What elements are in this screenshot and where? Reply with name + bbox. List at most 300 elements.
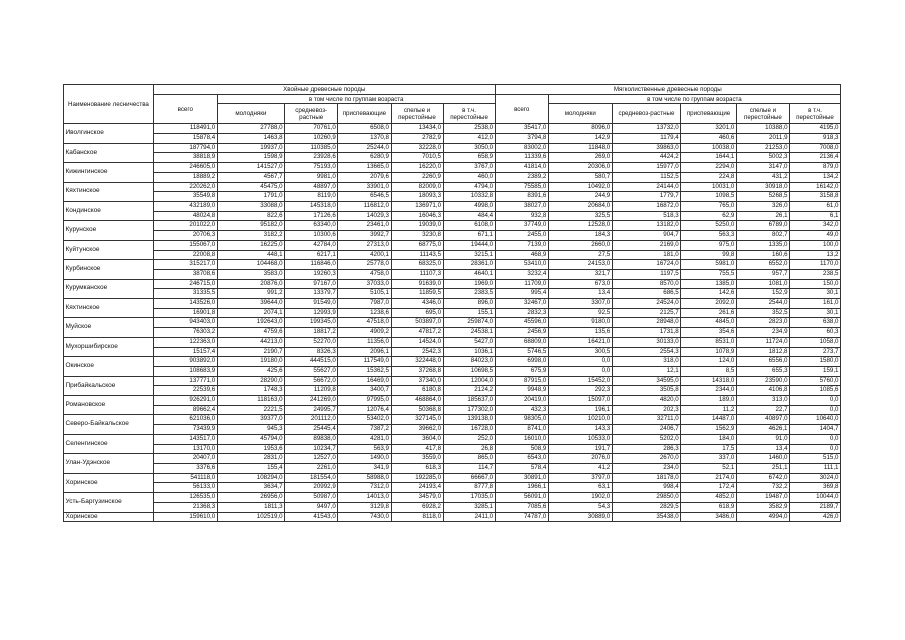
table-cell: 2544,0: [736, 299, 789, 309]
table-cell: 24538,1: [443, 328, 495, 338]
table-cell: 91549,0: [285, 299, 338, 309]
table-cell: 13434,0: [391, 124, 443, 134]
table-cell: 10640,0: [790, 415, 841, 425]
table-cell: 6552,0: [736, 260, 789, 270]
table-cell: 1731,8: [612, 328, 681, 338]
forestry-name: Кондинское: [64, 202, 154, 221]
table-row: [64, 299, 841, 309]
table-cell: 2389,2: [495, 172, 548, 182]
table-cell: 926291,0: [153, 396, 217, 406]
table-cell: 444515,0: [285, 357, 338, 367]
table-cell: 17035,0: [443, 493, 495, 503]
table-cell: 286,3: [612, 444, 681, 454]
table-cell: 1170,0: [790, 260, 841, 270]
table-cell: 45794,0: [217, 434, 284, 444]
table-cell: 22008,8: [153, 250, 217, 260]
table-cell: 2831,0: [217, 454, 284, 464]
table-row: [64, 289, 841, 299]
header-deciduous-premature: приспевающие: [681, 104, 737, 124]
table-row: [64, 134, 841, 144]
table-cell: 9497,0: [285, 502, 338, 512]
table-cell: 3797,0: [548, 473, 612, 483]
table-cell: 0,0: [790, 396, 841, 406]
table-cell: 10038,0: [681, 143, 737, 153]
table-cell: 63,1: [548, 483, 612, 493]
table-cell: 10492,0: [548, 182, 612, 192]
table-cell: 11,2: [681, 405, 737, 415]
table-cell: 39644,0: [217, 299, 284, 309]
table-cell: 695,0: [391, 308, 443, 318]
table-cell: 27,5: [548, 250, 612, 260]
table-cell: 9981,0: [285, 172, 338, 182]
table-cell: 5250,0: [681, 221, 737, 231]
table-cell: 224,8: [681, 172, 737, 182]
table-cell: 998,4: [612, 483, 681, 493]
table-cell: 83002,0: [495, 143, 548, 153]
table-row: [64, 454, 841, 464]
table-cell: 184,0: [681, 434, 737, 444]
table-cell: 2406,7: [612, 425, 681, 435]
table-cell: 70761,0: [285, 124, 338, 134]
table-cell: 68809,0: [495, 337, 548, 347]
forestry-name: Прибайкальское: [64, 376, 154, 395]
table-cell: 37033,0: [338, 279, 391, 289]
table-cell: 13,2: [790, 250, 841, 260]
table-cell: 2096,1: [338, 347, 391, 357]
table-cell: 3604,0: [391, 434, 443, 444]
table-cell: 41,2: [548, 463, 612, 473]
table-cell: 1644,1: [681, 153, 737, 163]
table-cell: 3794,8: [495, 134, 548, 144]
table-cell: 4845,0: [681, 318, 737, 328]
table-cell: 6217,1: [285, 250, 338, 260]
table-cell: 34595,0: [612, 376, 681, 386]
table-cell: 104468,0: [217, 260, 284, 270]
table-cell: 14013,0: [338, 493, 391, 503]
table-cell: 11356,0: [338, 337, 391, 347]
table-row: [64, 124, 841, 134]
table-cell: 3024,0: [790, 473, 841, 483]
table-cell: 957,7: [736, 269, 789, 279]
table-cell: 17126,6: [285, 211, 338, 221]
table-cell: 74787,0: [495, 512, 548, 521]
table-cell: 1197,5: [612, 269, 681, 279]
table-cell: 6280,9: [338, 153, 391, 163]
table-cell: 192285,0: [391, 473, 443, 483]
table-cell: 19260,3: [285, 269, 338, 279]
table-cell: 152,9: [736, 289, 789, 299]
table-cell: 39662,0: [391, 425, 443, 435]
table-cell: 578,4: [495, 463, 548, 473]
table-cell: 9180,0: [548, 318, 612, 328]
table-cell: 56091,0: [495, 493, 548, 503]
table-cell: 2455,0: [495, 231, 548, 241]
table-cell: 47518,0: [338, 318, 391, 328]
table-cell: 11709,0: [495, 279, 548, 289]
table-cell: 1460,0: [736, 454, 789, 464]
table-cell: 3486,0: [681, 512, 737, 521]
table-cell: 7387,2: [338, 425, 391, 435]
table-cell: 201112,0: [285, 415, 338, 425]
table-cell: 1902,0: [548, 493, 612, 503]
table-cell: 30,1: [790, 289, 841, 299]
table-cell: 26,8: [443, 444, 495, 454]
table-cell: 13,4: [548, 289, 612, 299]
table-cell: 35549,8: [153, 192, 217, 202]
table-cell: 24153,0: [548, 260, 612, 270]
table-cell: 20407,0: [153, 454, 217, 464]
forestry-name: Хоринское: [64, 512, 154, 521]
table-cell: 68775,0: [391, 240, 443, 250]
table-cell: 187794,0: [153, 143, 217, 153]
table-cell: 432,3: [495, 405, 548, 415]
table-cell: 508,9: [495, 444, 548, 454]
table-cell: 468864,0: [391, 396, 443, 406]
table-cell: 2136,4: [790, 153, 841, 163]
table-cell: 2169,0: [612, 240, 681, 250]
table-cell: 3767,0: [443, 163, 495, 173]
table-cell: 14029,3: [338, 211, 391, 221]
table-cell: 0,0: [548, 357, 612, 367]
table-cell: 1463,8: [217, 134, 284, 144]
table-row: [64, 153, 841, 163]
table-cell: 318,0: [612, 357, 681, 367]
table-cell: 18093,3: [391, 192, 443, 202]
table-cell: 143526,0: [153, 299, 217, 309]
table-cell: 1779,7: [612, 192, 681, 202]
forestry-name: Селенгинское: [64, 434, 154, 453]
table-cell: 97167,0: [285, 279, 338, 289]
table-cell: 1966,1: [495, 483, 548, 493]
table-cell: 20306,0: [548, 163, 612, 173]
table-cell: 42784,0: [285, 240, 338, 250]
table-cell: 563,9: [338, 444, 391, 454]
table-cell: 354,6: [681, 328, 737, 338]
table-cell: 2079,6: [338, 172, 391, 182]
table-cell: 16220,0: [391, 163, 443, 173]
forestry-name: Иволгинское: [64, 124, 154, 143]
table-row: [64, 502, 841, 512]
table-cell: 2124,2: [443, 386, 495, 396]
table-cell: 39863,0: [612, 143, 681, 153]
table-cell: 7085,6: [495, 502, 548, 512]
table-row: [64, 415, 841, 425]
table-cell: 202,3: [612, 405, 681, 415]
table-cell: 25244,0: [338, 143, 391, 153]
table-cell: 484,4: [443, 211, 495, 221]
table-cell: 4758,0: [338, 269, 391, 279]
table-cell: 145318,0: [285, 202, 338, 212]
table-cell: 84023,0: [443, 357, 495, 367]
table-cell: 300,5: [548, 347, 612, 357]
table-cell: 11143,5: [391, 250, 443, 260]
header-conifer-mature: спелые и перестойные: [391, 104, 443, 124]
table-cell: 91,0: [736, 434, 789, 444]
table-cell: 425,6: [217, 366, 284, 376]
table-cell: 1953,6: [217, 444, 284, 454]
table-cell: 37340,0: [391, 376, 443, 386]
table-cell: 4424,2: [612, 153, 681, 163]
table-cell: 10234,7: [285, 444, 338, 454]
table-cell: 18178,0: [612, 473, 681, 483]
table-cell: 1370,8: [338, 134, 391, 144]
table-cell: 1812,8: [736, 347, 789, 357]
forestry-name: Курбинское: [64, 260, 154, 279]
table-cell: 191,7: [548, 444, 612, 454]
table-cell: 2670,0: [612, 454, 681, 464]
table-cell: 92,5: [548, 308, 612, 318]
table-cell: 184,3: [548, 231, 612, 241]
table-cell: 1598,9: [217, 153, 284, 163]
table-cell: 3992,7: [338, 231, 391, 241]
table-cell: 10332,8: [443, 192, 495, 202]
table-cell: 48897,0: [285, 182, 338, 192]
table-cell: 8,5: [681, 366, 737, 376]
table-cell: 6928,2: [391, 502, 443, 512]
table-cell: 38818,9: [153, 153, 217, 163]
table-cell: 160,6: [736, 250, 789, 260]
table-cell: 426,0: [790, 512, 841, 521]
table-cell: 20684,0: [548, 202, 612, 212]
table-cell: 241269,0: [285, 396, 338, 406]
table-cell: 2261,0: [285, 463, 338, 473]
table-cell: 139138,0: [443, 415, 495, 425]
table-cell: 234,0: [612, 463, 681, 473]
table-cell: 11209,8: [285, 386, 338, 396]
table-cell: 1335,0: [736, 240, 789, 250]
table-cell: 5105,1: [338, 289, 391, 299]
table-row: [64, 463, 841, 473]
header-deciduous-mature: спелые и перестойные: [736, 104, 789, 124]
table-cell: 199345,0: [285, 318, 338, 328]
table-row: [64, 279, 841, 289]
table-cell: 337,0: [681, 454, 737, 464]
table-cell: 621036,0: [153, 415, 217, 425]
table-cell: 273,7: [790, 347, 841, 357]
table-cell: 18889,2: [153, 172, 217, 182]
table-cell: 252,0: [443, 434, 495, 444]
table-cell: 23590,0: [736, 376, 789, 386]
table-cell: 259874,0: [443, 318, 495, 328]
table-cell: 2125,7: [612, 308, 681, 318]
table-cell: 31335,5: [153, 289, 217, 299]
table-cell: 655,3: [736, 366, 789, 376]
forestry-name: Усть-Баргузинское: [64, 493, 154, 512]
table-cell: 995,4: [495, 289, 548, 299]
table-cell: 33901,0: [338, 182, 391, 192]
table-cell: 172,4: [681, 483, 737, 493]
table-cell: 6556,0: [736, 357, 789, 367]
table-cell: 13732,0: [612, 124, 681, 134]
table-cell: 118491,0: [153, 124, 217, 134]
table-cell: 943403,0: [153, 318, 217, 328]
table-cell: 161,0: [790, 299, 841, 309]
table-row: [64, 221, 841, 231]
table-cell: 21368,3: [153, 502, 217, 512]
table-cell: 3582,9: [736, 502, 789, 512]
table-cell: 755,5: [681, 269, 737, 279]
table-cell: 4998,0: [443, 202, 495, 212]
table-cell: 38708,6: [153, 269, 217, 279]
table-cell: 14318,0: [681, 376, 737, 386]
table-cell: 3201,0: [681, 124, 737, 134]
table-cell: 686,5: [612, 289, 681, 299]
table-cell: 73439,9: [153, 425, 217, 435]
table-cell: 136971,0: [391, 202, 443, 212]
table-cell: 20706,3: [153, 231, 217, 241]
table-cell: 33088,0: [217, 202, 284, 212]
table-cell: 11339,6: [495, 153, 548, 163]
table-cell: 13170,0: [153, 444, 217, 454]
table-cell: 18817,2: [285, 328, 338, 338]
forestry-name: Кяхтинское: [64, 299, 154, 318]
table-cell: 7430,0: [338, 512, 391, 521]
table-cell: 1036,1: [443, 347, 495, 357]
table-cell: 23461,0: [338, 221, 391, 231]
table-cell: 118163,0: [217, 396, 284, 406]
table-cell: 12527,0: [285, 454, 338, 464]
table-cell: 2294,0: [681, 163, 737, 173]
table-cell: 10031,0: [681, 182, 737, 192]
table-cell: 27313,0: [338, 240, 391, 250]
table-cell: 52,1: [681, 463, 737, 473]
table-cell: 12,1: [612, 366, 681, 376]
table-body: [64, 124, 841, 521]
table-cell: 11848,0: [548, 143, 612, 153]
table-cell: 5981,0: [681, 260, 737, 270]
table-cell: 45596,0: [495, 318, 548, 328]
table-cell: 155,1: [443, 308, 495, 318]
table-cell: 135,6: [548, 328, 612, 338]
table-cell: 269,0: [548, 153, 612, 163]
table-cell: 6998,0: [495, 357, 548, 367]
table-cell: 99,8: [681, 250, 737, 260]
table-cell: 991,2: [217, 289, 284, 299]
table-cell: 137771,0: [153, 376, 217, 386]
table-cell: 673,0: [548, 279, 612, 289]
table-cell: 185637,0: [443, 396, 495, 406]
table-cell: 134,2: [790, 172, 841, 182]
table-cell: 108683,9: [153, 366, 217, 376]
table-cell: 24144,0: [612, 182, 681, 192]
table-cell: 1580,0: [790, 357, 841, 367]
table-cell: 1811,3: [217, 502, 284, 512]
table-cell: 91639,0: [391, 279, 443, 289]
table-cell: 16225,0: [217, 240, 284, 250]
table-cell: 7008,0: [790, 143, 841, 153]
table-cell: 4759,6: [217, 328, 284, 338]
forestry-name: Кабанское: [64, 143, 154, 162]
header-deciduous-total: всего: [495, 94, 548, 124]
table-row: [64, 163, 841, 173]
table-row: [64, 308, 841, 318]
table-cell: 102519,0: [217, 512, 284, 521]
table-cell: 5746,5: [495, 347, 548, 357]
header-conifer-by-age: в том числе по группам возраста: [217, 94, 495, 104]
table-cell: 2542,3: [391, 347, 443, 357]
table-cell: 28361,0: [443, 260, 495, 270]
table-cell: 192643,0: [217, 318, 284, 328]
table-cell: 143517,0: [153, 434, 217, 444]
table-cell: 1748,3: [217, 386, 284, 396]
table-cell: 932,8: [495, 211, 548, 221]
table-row: [64, 269, 841, 279]
table-cell: 3285,1: [443, 502, 495, 512]
header-conifer-total: всего: [153, 94, 217, 124]
table-row: [64, 328, 841, 338]
table-cell: 21253,0: [736, 143, 789, 153]
table-cell: 126535,0: [153, 493, 217, 503]
table-cell: 22,7: [736, 405, 789, 415]
header-deciduous-young: молодняки: [548, 104, 612, 124]
table-cell: 4626,1: [736, 425, 789, 435]
table-cell: 75585,0: [495, 182, 548, 192]
table-cell: 327145,0: [391, 415, 443, 425]
table-cell: 1078,9: [681, 347, 737, 357]
table-cell: 28290,0: [217, 376, 284, 386]
table-cell: 117549,0: [338, 357, 391, 367]
header-deciduous-overmature: в т.ч. перестойные: [790, 104, 841, 124]
table-cell: 11724,0: [736, 337, 789, 347]
table-row: [64, 405, 841, 415]
table-cell: 6789,0: [736, 221, 789, 231]
table-cell: 142,9: [548, 134, 612, 144]
table-row: [64, 347, 841, 357]
table-cell: 251,1: [736, 463, 789, 473]
table-cell: 879,0: [790, 163, 841, 173]
table-cell: 802,7: [736, 231, 789, 241]
table-row: [64, 337, 841, 347]
table-cell: 904,7: [612, 231, 681, 241]
table-cell: 4281,0: [338, 434, 391, 444]
table-cell: 15977,0: [612, 163, 681, 173]
table-cell: 4852,0: [681, 493, 737, 503]
table-cell: 4567,7: [217, 172, 284, 182]
table-cell: 1404,7: [790, 425, 841, 435]
table-cell: 50368,8: [391, 405, 443, 415]
table-cell: 143,3: [548, 425, 612, 435]
table-cell: 2344,0: [681, 386, 737, 396]
table-cell: 2829,5: [612, 502, 681, 512]
table-cell: 142,6: [681, 289, 737, 299]
table-cell: 196,1: [548, 405, 612, 415]
table-cell: 189,0: [681, 396, 737, 406]
table-cell: 6,1: [790, 211, 841, 221]
table-cell: 0,0: [790, 444, 841, 454]
table-cell: 116846,0: [285, 260, 338, 270]
table-cell: 100,0: [790, 240, 841, 250]
table-cell: 4195,0: [790, 124, 841, 134]
table-cell: 1081,0: [736, 279, 789, 289]
table-cell: 431,2: [736, 172, 789, 182]
table-cell: 671,1: [443, 231, 495, 241]
forestry-table: [63, 84, 841, 522]
table-cell: 292,3: [548, 386, 612, 396]
table-cell: 49,0: [790, 231, 841, 241]
table-row: [64, 376, 841, 386]
table-cell: 53402,0: [338, 415, 391, 425]
table-cell: 2832,3: [495, 308, 548, 318]
table-cell: 2174,0: [681, 473, 737, 483]
header-conifer-overmature: в т.ч. перестойные: [443, 104, 495, 124]
table-cell: 503897,0: [391, 318, 443, 328]
table-cell: 896,0: [443, 299, 495, 309]
table-cell: 6543,0: [495, 454, 548, 464]
table-row: [64, 143, 841, 153]
table-cell: 114,7: [443, 463, 495, 473]
table-cell: 87915,0: [495, 376, 548, 386]
table-cell: 3230,8: [391, 231, 443, 241]
